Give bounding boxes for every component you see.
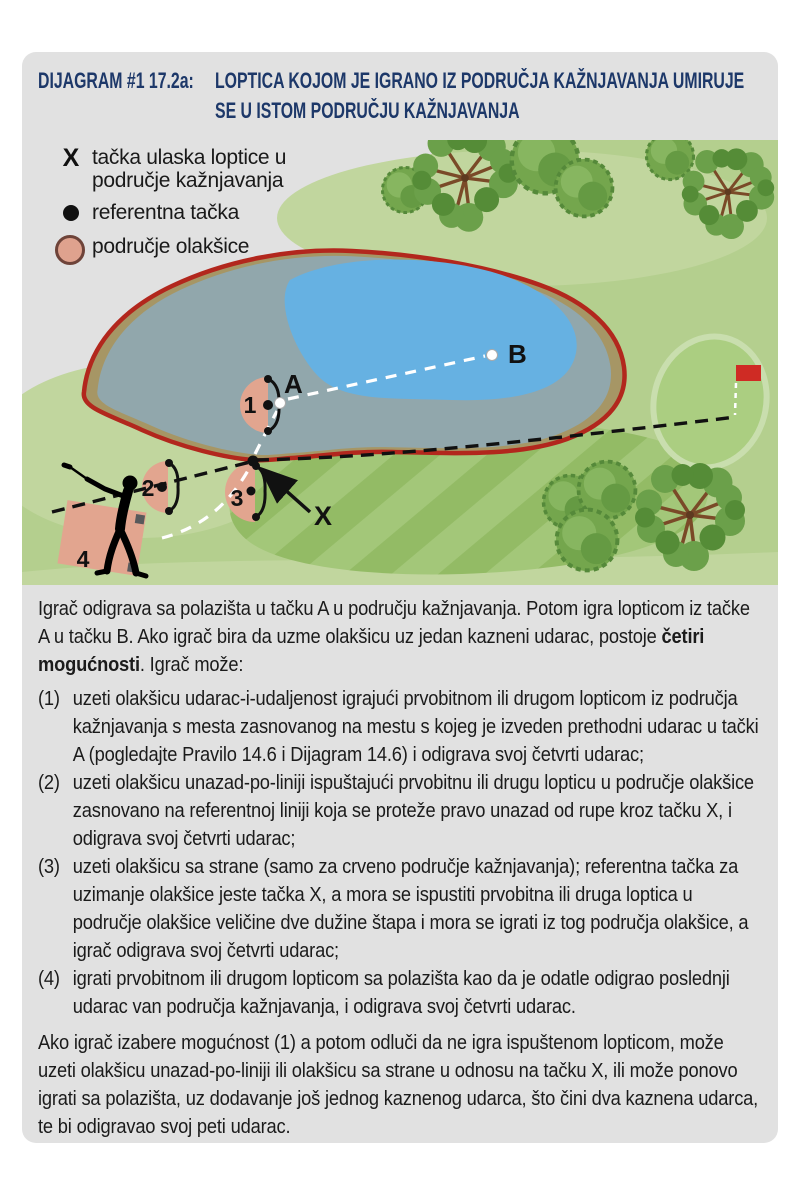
- outro-paragraph: Ako igrač izabere mogućnost (1) a potom odluči da ne igra ispuštenom lopticom, može uzeti olakšicu unazad-po-liniji ili olakšicu sa strane u odnosu na tačku X, ili može ponovo igrati sa polazišta, uz dodavanje još jednog kaznenog udarca, što čini dva kaznena udarca, te bi odigravao svoj peti udarac.: [38, 1032, 759, 1138]
- title-line-1: LOPTICA KOJOM JE IGRANO IZ PODRUČJA KAŽNJAVANJA UMIRUJE: [215, 68, 745, 93]
- intro-after: . Igrač može:: [139, 654, 244, 676]
- label-point-b: B: [508, 339, 527, 369]
- page-title: [215, 66, 778, 140]
- reference-point-icon: [63, 205, 79, 221]
- explanation-section: [22, 585, 778, 1143]
- option-marker: (4): [38, 968, 60, 990]
- flag: [736, 365, 761, 381]
- option-item-2: [38, 769, 762, 853]
- x-symbol: X: [62, 144, 80, 172]
- reference-point-2: [157, 482, 167, 492]
- relief-area-icon: [55, 235, 85, 265]
- legend-entry-point: [56, 146, 356, 192]
- reference-point-3: [247, 487, 256, 496]
- ball-at-a: [275, 398, 286, 409]
- label-point-x: X: [314, 501, 333, 531]
- legend: [56, 146, 356, 279]
- label-option-1: 1: [243, 392, 257, 418]
- header: [22, 52, 778, 140]
- reference-point-a: [263, 400, 273, 410]
- label-option-4: 4: [76, 546, 90, 572]
- legend-reference-point: [56, 201, 356, 226]
- legend-reference-point-label: referentna tačka: [92, 201, 239, 224]
- diagram-number-label: DIJAGRAM #1 17.2a:: [38, 68, 194, 93]
- intro-bold: četiri mogućnosti: [38, 626, 705, 676]
- diagram-card: [22, 52, 778, 1143]
- legend-relief-area-label: područje olakšice: [92, 235, 250, 258]
- legend-entry-point-label: tačka ulaska loptice u područje kažnjavanja: [92, 146, 287, 192]
- course-illustration: [22, 140, 778, 585]
- option-item-1: [38, 685, 762, 769]
- intro-paragraph: [38, 595, 762, 679]
- title-line-2: SE U ISTOM PODRUČJU KAŽNJAVANJA: [215, 98, 520, 123]
- option-text: uzeti olakšicu unazad-po-liniji ispuštajući prvobitnu ili drugu lopticu u područje olakšice zasnovano na referentnoj liniji koja se proteže pravo unazad od rupe kroz tačku X, i odigrava svoj četvrti udarac;: [72, 772, 754, 850]
- label-option-3: 3: [230, 485, 244, 511]
- option-text: uzeti olakšicu sa strane (samo za crveno područje kažnjavanja); referentna tačka za uzimanje olakšice jeste tačka X, a mora se ispustiti prvobitna ili druga loptica u područje olakšice veličine dve dužine štapa i mora se igrati iz tog područja olakšice, a igrač odigrava svoj četvrti udarac;: [72, 856, 749, 962]
- intro-before: Igrač odigrava sa polazišta u tačku A u području kažnjavanja. Potom igra lopticom iz tačke A u tačku B. Ako igrač bira da uzme olakšicu uz jedan kazneni udarac, postoje: [38, 598, 750, 648]
- option-item-4: [38, 965, 762, 1021]
- option-text: igrati prvobitnom ili drugom lopticom sa polazišta kao da je odatle odigrao poslednji udarac van područja kažnjavanja, i odigrava svoj četvrti udarac.: [72, 968, 730, 1018]
- tee-marker: [135, 514, 145, 524]
- label-point-a: A: [284, 369, 303, 399]
- point-x-dot: [248, 456, 259, 467]
- explanation-text: [38, 595, 762, 1141]
- diagram-number: [38, 66, 215, 140]
- option-marker: (2): [38, 772, 60, 794]
- option-item-3: [38, 853, 762, 965]
- legend-relief-area: [56, 235, 356, 270]
- label-option-2: 2: [141, 475, 155, 501]
- ball-at-b: [487, 350, 498, 361]
- option-marker: (1): [38, 688, 60, 710]
- option-text: uzeti olakšicu udarac-i-udaljenost igrajući prvobitnom ili drugom lopticom iz područja kažnjavanja s mesta zasnovanog na mestu s kojeg je izveden prethodni udarac u tački A (pogledajte Pravilo 14.6 i Dijagram 14.6) i odigrava svoj četvrti udarac;: [72, 688, 759, 766]
- option-marker: (3): [38, 856, 60, 878]
